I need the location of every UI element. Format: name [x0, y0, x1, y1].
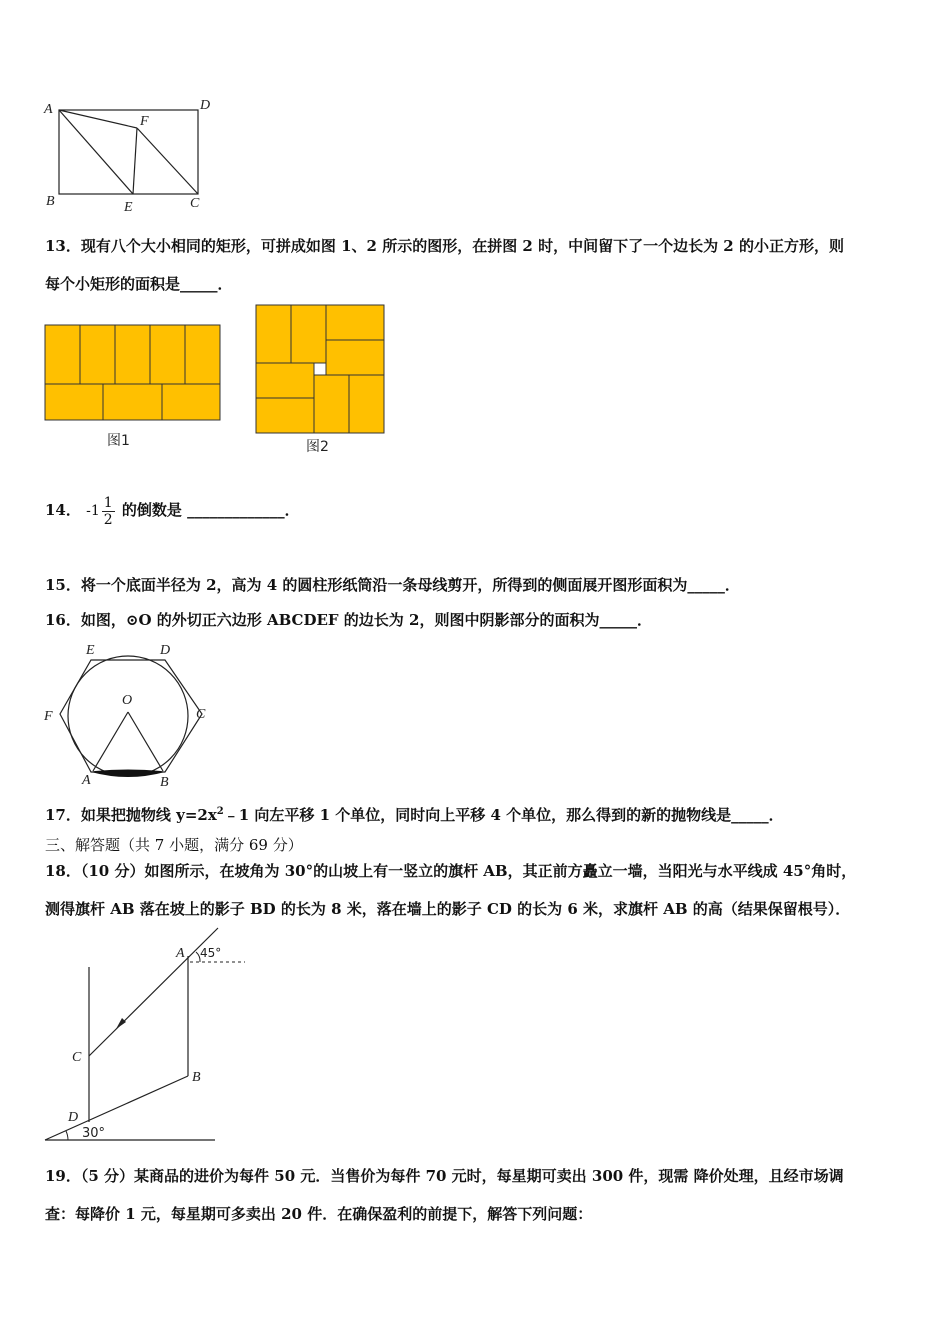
rectangle-abcd — [59, 110, 198, 194]
label-o: O — [122, 693, 133, 708]
label-c: C — [72, 1050, 82, 1065]
q14-text: 的倒数是 _____________． — [121, 501, 300, 519]
q15-line: 15．将一个底面半径为 2，高为 4 的圆柱形纸筒沿一条母线剪开，所得到的侧面展开图形面积为_____． — [45, 576, 740, 594]
q18-line1: 18．（10 分）如图所示，在坡角为 30°的山坡上有一竖立的旗杆 AB，其正前方矗立一墙，当阳光与水平线成 45°角时， — [45, 862, 857, 880]
shaded-region — [91, 772, 165, 777]
q18-line2: 测得旗杆 AB 落在坡上的影子 BD 的长为 8 米，落在墙上的影子 CD 的长为 6 米，求旗杆 AB 的高（结果保留根号）． — [45, 900, 851, 918]
angle-arc-30 — [66, 1131, 68, 1140]
segment-fe — [133, 128, 137, 194]
q17-line — [45, 802, 784, 825]
q14-fraction-den: 2 — [103, 511, 113, 528]
rect-8 — [162, 384, 220, 420]
hexagon-circle-figure — [40, 640, 220, 790]
rect-f — [256, 398, 314, 433]
rectangle-figure-q12 — [40, 95, 240, 215]
segment-af — [59, 110, 137, 128]
label-c: C — [196, 707, 206, 722]
q19-line1: 19．（5 分）某商品的进价为每件 50 元．当售价为每件 70 元时，每星期可卖出 300 件，现需 降价处理，且经市场调 — [45, 1167, 844, 1185]
q13-line1: 13．现有八个大小相同的矩形，可拼成如图 1、2 所示的图形，在拼图 2 时，中间留下了一个边长为 2 的小正方形，则 — [45, 237, 844, 255]
fig1-caption: 图1 — [107, 433, 130, 449]
label-f: F — [44, 709, 53, 724]
rect-e — [256, 363, 314, 398]
angle-45-label: 45° — [200, 946, 222, 960]
segment-ae — [59, 110, 133, 194]
tiling-figure-2 — [256, 305, 391, 460]
rect-4 — [150, 325, 185, 384]
label-d: D — [200, 98, 211, 113]
q17-prefix: 17．如果把抛物线 y=2x — [45, 806, 217, 824]
sun-ray — [89, 928, 218, 1056]
label-a: A — [44, 102, 53, 117]
label-a: A — [82, 773, 91, 788]
rect-6 — [45, 384, 103, 420]
q14-number: 14． — [45, 501, 81, 519]
rect-2 — [80, 325, 115, 384]
rect-c — [326, 305, 384, 340]
rect-g — [314, 375, 349, 433]
q14-fraction-num: 1 — [103, 494, 113, 511]
tiling-figure-1 — [45, 325, 225, 460]
q14-mixed-whole: -1 — [86, 503, 100, 519]
segment-fc — [137, 128, 198, 194]
flagpole-figure — [40, 925, 260, 1145]
center-square — [314, 363, 326, 375]
q16-line: 16．如图，⊙O 的外切正六边形 ABCDEF 的边长为 2，则图中阴影部分的面积为_____． — [45, 611, 652, 629]
label-b: B — [192, 1070, 201, 1085]
ray-arrow-icon — [116, 1018, 126, 1029]
inscribed-circle — [68, 656, 188, 776]
rect-7 — [103, 384, 162, 420]
label-e: E — [86, 643, 95, 658]
rect-5 — [185, 325, 220, 384]
label-f: F — [140, 114, 149, 129]
label-b: B — [46, 194, 55, 209]
q17-suffix: ﹣1 向左平移 1 个单位，同时向上平移 4 个单位，那么得到的新的抛物线是_____． — [223, 806, 784, 824]
q19-line2: 查：每降价 1 元，每星期可多卖出 20 件．在确保盈利的前提下，解答下列问题： — [45, 1205, 593, 1223]
rect-3 — [115, 325, 150, 384]
slope-line — [45, 1076, 188, 1140]
label-a: A — [176, 946, 185, 961]
rect-d — [326, 340, 384, 375]
angle-30-label: 30° — [82, 1126, 106, 1141]
rect-1 — [45, 325, 80, 384]
q17-superscript: 2 — [216, 806, 224, 817]
segment-oa — [93, 712, 128, 771]
rect-a — [256, 305, 291, 363]
q13-line2: 每个小矩形的面积是_____． — [45, 275, 233, 293]
label-d: D — [68, 1110, 79, 1125]
label-d: D — [160, 643, 171, 658]
label-c: C — [190, 196, 200, 211]
label-e: E — [124, 200, 133, 215]
rect-h — [349, 375, 384, 433]
q14-line — [45, 492, 300, 529]
label-b: B — [160, 775, 169, 790]
fig2-caption: 图2 — [306, 439, 329, 455]
segment-ob — [128, 712, 163, 771]
section-3-title: 三、解答题（共 7 小题，满分 69 分） — [45, 836, 303, 854]
q14-fraction — [102, 495, 115, 528]
rect-b — [291, 305, 326, 363]
